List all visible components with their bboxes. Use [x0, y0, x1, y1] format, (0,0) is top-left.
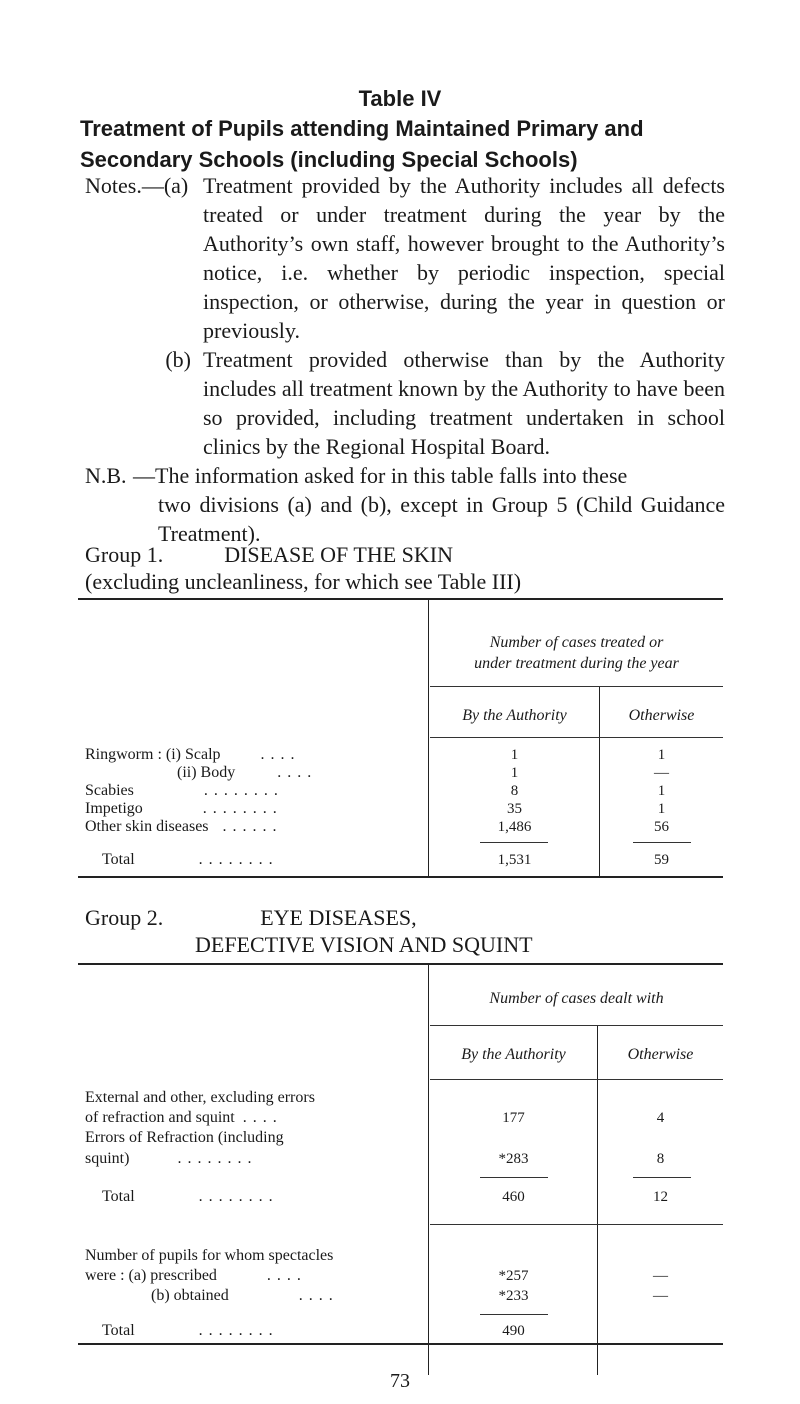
group1-col-by-authority: By the Authority: [462, 707, 567, 724]
group2-row-refraction-line1: Errors of Refraction (including: [85, 1129, 284, 1146]
group1-row-scabies-label: Scabies . . . . . . . .: [85, 782, 279, 799]
group1-total-label: Total . . . . . . . .: [102, 851, 274, 868]
group2-divider-1: [428, 965, 429, 1375]
note-a-text: Treatment provided by the Authority includes all defects treated or under treatment during the year by the Authority’s own staff, however brought to the Authority’s notice, i.e. whether by periodic inspection, special inspection, or otherwise, during the year in question or previously.: [203, 173, 725, 343]
group1-column-group-header-1: Number of cases treated or: [489, 634, 664, 651]
group1-subheader-rule: [430, 737, 723, 738]
group2-column-group-header: Number of cases dealt with: [489, 990, 664, 1007]
group2-total1-rule-a: [480, 1177, 548, 1178]
group2-row-refraction-authority: *283: [498, 1151, 529, 1167]
group2-spectacles-obtained-label: (b) obtained . . . .: [151, 1287, 334, 1304]
group1-total-rule-a: [480, 842, 548, 843]
table-title: Table IV: [358, 86, 442, 111]
group1-col-otherwise: Otherwise: [628, 707, 695, 724]
group1-bottom-rule: [78, 876, 723, 878]
group1-total-otherwise: 59: [654, 852, 669, 868]
group2-spectacles-obtained-otherwise: —: [653, 1288, 668, 1304]
group1-header-rule: [430, 686, 723, 687]
group1-title: DISEASE OF THE SKIN: [224, 542, 453, 567]
page-number: 73: [390, 1370, 410, 1392]
group2-spectacles-prescribed-authority: *257: [498, 1268, 529, 1284]
note-b-label: (b): [165, 347, 191, 372]
group2-row-refraction-line2: squint) . . . . . . . .: [85, 1150, 253, 1167]
group1-row-other-skin-label: Other skin diseases . . . . . .: [85, 818, 278, 835]
group1-row-impetigo-authority: 35: [507, 801, 522, 817]
nb-text-2: two divisions (a) and (b), except in Group 5 (Child Guidance Treatment).: [158, 492, 725, 546]
group1-row-other-skin-otherwise: 56: [654, 819, 669, 835]
group2-total1-label: Total . . . . . . . .: [102, 1188, 274, 1205]
main-title: Treatment of Pupils attending Maintained Primary and Secondary Schools (including Special Schools): [80, 116, 644, 172]
group2-spectacles-line1: Number of pupils for whom spectacles: [85, 1247, 334, 1264]
group2-top-rule: [78, 963, 723, 965]
group2-total1-otherwise: 12: [653, 1189, 668, 1205]
group2-mid-rule: [430, 1224, 723, 1225]
group2-row-external-authority: 177: [502, 1110, 525, 1126]
group2-row-refraction-otherwise: 8: [656, 1151, 665, 1167]
group2-row-external-otherwise: 4: [656, 1110, 665, 1126]
group2-col-otherwise: Otherwise: [627, 1046, 694, 1063]
group1-row-ringworm-body-label: (ii) Body . . . .: [177, 764, 313, 781]
group1-row-ringworm-scalp-label: Ringworm : (i) Scalp . . . .: [85, 746, 296, 763]
group1-divider-1b: [428, 829, 429, 877]
group1-row-ringworm-body-otherwise: —: [654, 765, 669, 781]
note-b-text: Treatment provided otherwise than by the Authority includes all treatment known by the Authority to have been so provided, including treatment undertaken in school clinics by the Regional Hospital Board.: [203, 347, 725, 459]
group1-divider-2b: [599, 829, 600, 877]
group2-header-rule: [430, 1025, 723, 1026]
group1-column-group-header-2: under treatment during the year: [474, 655, 679, 672]
group2-subheader-rule: [430, 1079, 723, 1080]
note-a-label: Notes.—(a): [85, 173, 189, 198]
group1-total-authority: 1,531: [497, 852, 532, 868]
group1-row-ringworm-scalp-otherwise: 1: [657, 747, 666, 763]
group2-bottom-rule: [78, 1343, 723, 1345]
group1-divider-1: [428, 600, 429, 829]
group2-total1-authority: 460: [502, 1189, 525, 1205]
group1-heading: [85, 541, 453, 568]
group2-spectacles-obtained-authority: *233: [498, 1288, 529, 1304]
group2-col-by-authority: By the Authority: [461, 1046, 566, 1063]
group2-row-external-line1: External and other, excluding errors: [85, 1089, 315, 1106]
group1-row-ringworm-scalp-authority: 1: [510, 747, 519, 763]
group2-subtitle: DEFECTIVE VISION AND SQUINT: [195, 932, 533, 957]
group2-number: Group 2.: [85, 905, 164, 930]
nb-label: N.B.: [85, 463, 127, 488]
nb-text-1: —The information asked for in this table falls into these: [133, 463, 628, 488]
group2-spectacles-prescribed-label: were : (a) prescribed . . . .: [85, 1267, 302, 1284]
group2-total1-rule-b: [633, 1177, 691, 1178]
group1-row-scabies-authority: 8: [510, 783, 519, 799]
group2-spectacles-prescribed-otherwise: —: [653, 1268, 668, 1284]
group2-title: EYE DISEASES,: [260, 905, 417, 930]
group1-row-ringworm-body-authority: 1: [510, 765, 519, 781]
group2-total2-label: Total . . . . . . . .: [102, 1322, 274, 1339]
group1-top-rule: [78, 598, 723, 600]
group1-row-other-skin-authority: 1,486: [497, 819, 532, 835]
group1-row-impetigo-label: Impetigo . . . . . . . .: [85, 800, 278, 817]
group2-total2-authority: 490: [502, 1323, 525, 1339]
group1-row-impetigo-otherwise: 1: [657, 801, 666, 817]
group2-heading: [85, 904, 417, 931]
group1-subtitle: (excluding uncleanliness, for which see Table III): [85, 569, 522, 594]
notes-section: [85, 171, 725, 548]
group2-total2-rule: [480, 1314, 548, 1315]
group2-row-external-line2: of refraction and squint . . . .: [85, 1109, 278, 1126]
group1-total-rule-b: [633, 842, 691, 843]
group1-row-scabies-otherwise: 1: [657, 783, 666, 799]
group1-number: Group 1.: [85, 542, 164, 567]
